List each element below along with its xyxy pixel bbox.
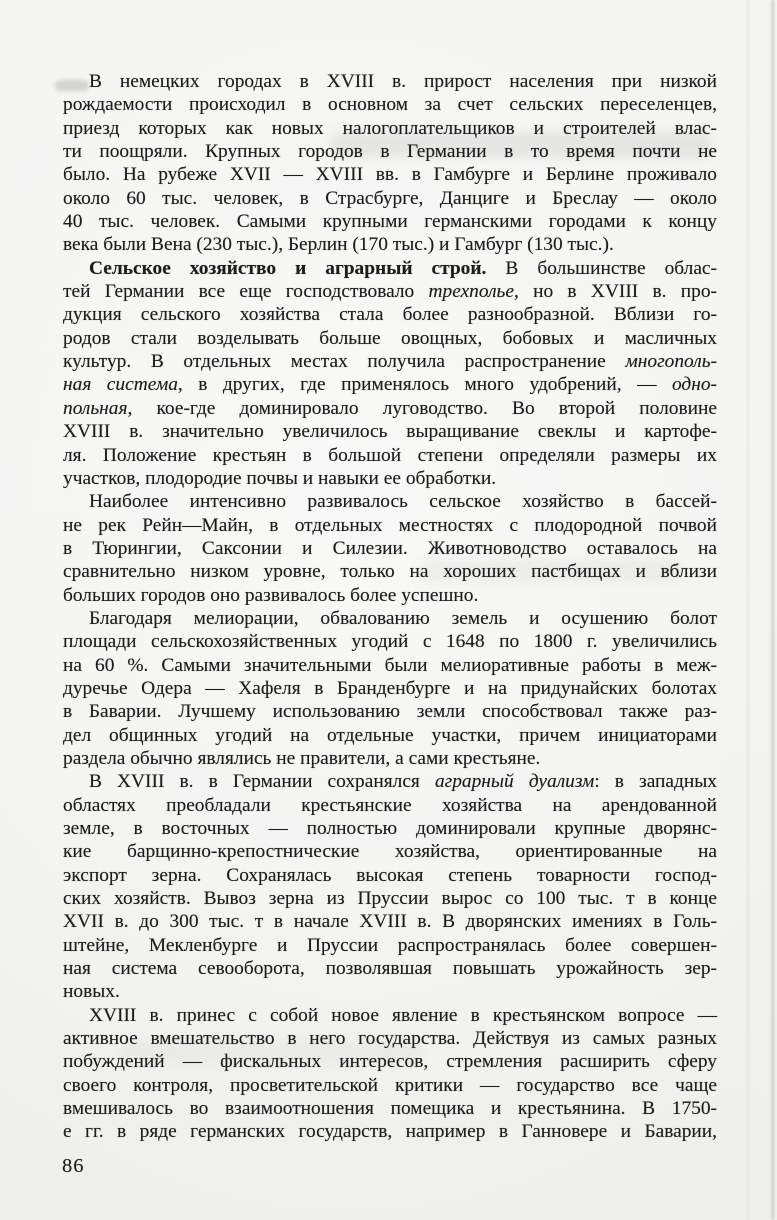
text-run: XVIII в. значительно увеличилось выращивание свеклы и картофе- — [63, 421, 717, 443]
text-run: в Тюрингии, Саксонии и Силезии. Животноводство оставалось на — [63, 537, 717, 559]
text-line — [63, 444, 717, 467]
text-line — [63, 397, 717, 420]
text-line — [63, 1097, 717, 1120]
text-run: В большинстве облас- — [486, 257, 717, 279]
emphasis-run: польная — [63, 397, 128, 419]
text-line — [63, 373, 717, 396]
text-run: дукция сельского хозяйства стала более разнообразной. Вблизи го- — [63, 304, 717, 326]
text-line — [63, 957, 717, 980]
text-run: кие барщинно-крепостнические хозяйства, ориентированные на — [63, 841, 717, 863]
text-line — [63, 303, 717, 326]
text-run: ти поощряли. Крупных городов в Германии в то время почти не — [63, 141, 717, 163]
text-line — [63, 934, 717, 957]
text-line — [63, 467, 717, 490]
emphasis-run: аграрный дуализм — [434, 771, 595, 793]
text-run: участков, плодородие почвы и навыки ее обработки. — [63, 467, 497, 489]
text-run: раздела обычно являлись не правители, а сами крестьяне. — [63, 747, 541, 769]
paragraph — [63, 607, 717, 770]
text-line — [63, 1120, 717, 1143]
scan-edge-shadow — [747, 0, 749, 1220]
text-block — [63, 70, 717, 1144]
text-run: областях преобладали крестьянские хозяйства на арендованной — [63, 794, 717, 816]
paragraph — [63, 70, 717, 257]
text-run: XVIII в. принес с собой новое явление в крестьянском вопросе — — [89, 1004, 717, 1026]
text-line — [63, 514, 717, 537]
text-line — [63, 724, 717, 747]
text-run: земле, в восточных — полностью доминировали крупные дворянс- — [63, 818, 717, 839]
text-run: своего контроля, просветительской критики — государство все чаще — [63, 1074, 717, 1096]
text-run: ских хозяйств. Вывоз зерна из Пруссии вырос со 100 тыс. т в конце — [63, 888, 717, 910]
text-run: Наиболее интенсивно развивалось сельское хозяйство в бассей- — [89, 491, 717, 513]
text-run: активное вмешательство в него государства. Действуя из самых разных — [63, 1028, 717, 1050]
text-line — [63, 980, 717, 1003]
text-line — [63, 233, 717, 256]
text-run: приезд которых как новых налогоплательщиков и строителей влас- — [63, 117, 717, 139]
text-run: Благодаря мелиорации, обвалованию земель и осушению болот — [89, 607, 717, 629]
text-run: на 60 %. Самыми значительными были мелиоративные работы в меж- — [63, 654, 717, 676]
text-run: , но в XVIII в. про- — [513, 281, 717, 303]
paragraph — [63, 490, 717, 607]
text-run: ля. Положение крестьян в большой степени определяли размеры их — [63, 444, 717, 466]
text-line — [63, 677, 717, 700]
text-line — [63, 327, 717, 350]
text-run: XVII в. до 300 тыс. т в начале XVIII в. В дворянских имениях в Голь- — [63, 911, 717, 933]
text-line — [63, 607, 717, 630]
text-line — [63, 887, 717, 910]
text-run: 40 тыс. человек. Самыми крупными германскими городами к концу — [63, 211, 717, 233]
text-line — [63, 537, 717, 560]
text-line — [63, 70, 717, 93]
text-run: не рек Рейн—Майн, в отдельных местностях с плодородной почвой — [63, 514, 717, 536]
text-line — [63, 350, 717, 373]
text-run: новых. — [63, 981, 120, 1003]
text-run: вмешивалось во взаимоотношения помещика и крестьянина. В 1750- — [63, 1098, 717, 1120]
text-line — [63, 117, 717, 140]
text-line — [63, 864, 717, 887]
text-line — [63, 1074, 717, 1097]
text-line — [63, 1050, 717, 1073]
text-line — [63, 840, 717, 863]
text-run: экспорт зерна. Сохранялась высокая степень товарности господ- — [63, 864, 717, 886]
text-run: дуречье Одера — Хафеля в Бранденбурге и на придунайских болотах — [63, 677, 717, 699]
text-line — [63, 210, 717, 233]
text-run: : в западных — [594, 771, 717, 793]
text-line — [63, 420, 717, 443]
text-line — [63, 560, 717, 583]
text-line — [63, 700, 717, 723]
text-line — [63, 93, 717, 116]
paragraph — [63, 257, 717, 490]
text-line — [63, 187, 717, 210]
text-run: культур. В отдельных местах получила распространение — [63, 351, 626, 373]
text-run: , в других, где применялось много удобрений, — — [177, 374, 672, 396]
text-line — [63, 910, 717, 933]
text-line — [63, 140, 717, 163]
page-number: 86 — [62, 1155, 85, 1177]
emphasis-run: одно- — [671, 374, 718, 396]
paragraph — [63, 1004, 717, 1144]
text-run: около 60 тыс. человек, в Страсбурге, Данциге и Бреслау — около — [63, 187, 717, 209]
text-run: штейне, Мекленбурге и Пруссии распространялась более совершен- — [63, 934, 717, 956]
text-run: ная система севооборота, позволявшая повышать урожайность зер- — [63, 958, 717, 980]
text-line — [63, 490, 717, 513]
text-run: века были Вена (230 тыс.), Берлин (170 тыс.) и Гамбург (130 тыс.). — [63, 234, 614, 256]
text-run: дел общинных угодий на отдельные участки, причем инициаторами — [63, 724, 717, 746]
emphasis-run: ная система — [63, 374, 178, 396]
text-line — [63, 584, 717, 607]
text-run: сравнительно низком уровне, только на хороших пастбищах и вблизи — [63, 561, 717, 583]
text-run: больших городов оно развивалось более успешно. — [63, 584, 479, 606]
text-run: в Баварии. Лучшему использованию земли способствовал также раз- — [63, 701, 717, 723]
text-line — [63, 257, 717, 280]
text-run: родов стали возделывать больше овощных, бобовых и масличных — [63, 327, 717, 349]
emphasis-run: многополь- — [625, 351, 717, 373]
text-run: е гг. в ряде германских государств, например в Ганновере и Баварии, — [63, 1121, 717, 1143]
scan-edge-shadow — [770, 0, 774, 1220]
text-line — [63, 1027, 717, 1050]
text-line — [63, 280, 717, 303]
paragraph — [63, 770, 717, 1003]
text-line — [63, 794, 717, 817]
text-line — [63, 747, 717, 770]
text-run: тей Германии все еще господствовало — [63, 281, 429, 303]
text-line — [63, 1004, 717, 1027]
text-line — [63, 654, 717, 677]
text-run: площади сельскохозяйственных угодий с 1648 по 1800 г. увеличились — [63, 631, 717, 653]
text-line — [63, 817, 717, 840]
text-run: , кое-где доминировало луговодство. Во второй половине — [127, 397, 717, 419]
text-run: побуждений — фискальных интересов, стремления расширить сферу — [63, 1051, 717, 1073]
text-run: рождаемости происходил в основном за счет сельских переселенцев, — [63, 94, 717, 116]
text-line — [63, 770, 717, 793]
text-line — [63, 630, 717, 653]
text-line — [63, 163, 717, 186]
text-run: В немецких городах в XVIII в. прирост населения при низкой — [89, 71, 717, 92]
text-run: В XVIII в. в Германии сохранялся — [89, 771, 435, 793]
emphasis-run: трехполье — [428, 281, 514, 303]
text-run: было. На рубеже XVII — XVIII вв. в Гамбурге и Берлине проживало — [63, 164, 717, 186]
heading-run: Сельское хозяйство и аграрный строй. — [89, 257, 487, 279]
